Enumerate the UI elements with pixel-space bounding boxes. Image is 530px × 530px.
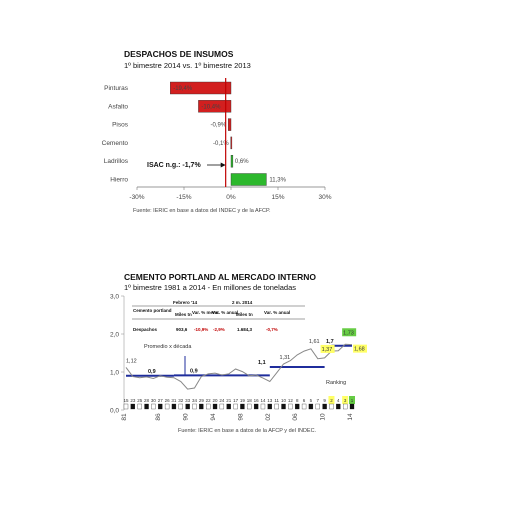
ranking-value: 24 bbox=[219, 398, 225, 403]
chart-2 bbox=[110, 272, 367, 434]
inset-cell-5: -0,7% bbox=[266, 327, 278, 332]
chart-2-inset-table bbox=[132, 300, 305, 332]
chart-2-x-ticks bbox=[121, 413, 354, 421]
chart-1-reference-arrowhead bbox=[221, 163, 226, 168]
ranking-value: 9 bbox=[323, 398, 326, 403]
ranking-tick-block bbox=[350, 404, 354, 409]
chart-2-y-ticks bbox=[110, 294, 124, 415]
inset-cell-4: 1.684,3 bbox=[237, 327, 253, 332]
ranking-value: 3 bbox=[343, 398, 347, 403]
ranking-tick-block bbox=[240, 404, 244, 409]
chart-1-subtitle: 1º bimestre 2014 vs. 1º bimestre 2013 bbox=[124, 61, 251, 70]
y-tick-label: 1,0 bbox=[109, 369, 119, 377]
bar-category-label: Pinturas bbox=[104, 85, 128, 92]
chart-2-annotation-ranking: Ranking bbox=[326, 380, 347, 386]
ranking-value: 30 bbox=[150, 398, 156, 403]
bar bbox=[231, 137, 232, 149]
ranking-tick-block bbox=[213, 404, 217, 409]
chart-2-title: CEMENTO PORTLAND AL MERCADO INTERNO bbox=[124, 272, 317, 282]
inset-cell-3: -2,9% bbox=[213, 327, 225, 332]
ranking-tick-block bbox=[138, 404, 142, 409]
x-tick-label: 86 bbox=[155, 413, 163, 421]
ranking-tick-block bbox=[323, 404, 327, 409]
inset-col-header-5: Miles tn bbox=[236, 312, 253, 317]
x-tick-label: 30% bbox=[318, 194, 332, 201]
ranking-value: 32 bbox=[178, 398, 184, 403]
bar-category-label: Asfalto bbox=[108, 103, 128, 111]
x-tick-label: 06 bbox=[292, 413, 300, 421]
point-label: 1,12 bbox=[126, 358, 137, 365]
ranking-tick-block bbox=[261, 404, 265, 409]
point-label: 1,68 bbox=[354, 346, 365, 353]
y-tick-label: 0,0 bbox=[109, 407, 119, 415]
y-tick-label: 2,0 bbox=[109, 331, 119, 339]
point-label: 1,73 bbox=[343, 330, 354, 337]
ranking-tick-block bbox=[268, 404, 272, 409]
ranking-tick-block bbox=[199, 404, 203, 409]
ranking-value: 7 bbox=[316, 398, 320, 403]
bar-value-label: -19,4% bbox=[173, 86, 193, 92]
chart-1 bbox=[102, 49, 332, 214]
ranking-value: 20 bbox=[212, 398, 218, 403]
average-label: 0,9 bbox=[148, 368, 156, 375]
chart-2-ranking-row bbox=[123, 396, 355, 409]
inset-col-header-6: Var. % anual bbox=[264, 310, 291, 315]
inset-cell-1: 903,6 bbox=[176, 327, 188, 332]
chart-1-x-ticks bbox=[129, 187, 331, 201]
bar-category-label: Ladrillos bbox=[103, 158, 128, 166]
x-tick-label: 10 bbox=[319, 413, 327, 421]
ranking-value: 18 bbox=[246, 398, 252, 403]
x-tick-label: 02 bbox=[264, 413, 272, 421]
inset-col-header-2: Miles tn bbox=[175, 312, 192, 317]
ranking-tick-block bbox=[206, 404, 210, 409]
ranking-value: 34 bbox=[191, 398, 197, 403]
average-label: 1,7 bbox=[326, 338, 334, 345]
inset-row-label: Despachos bbox=[133, 327, 158, 332]
inset-col-header-4: Var. % anual bbox=[212, 310, 239, 315]
ranking-value: 16 bbox=[253, 398, 259, 403]
x-tick-label: 0% bbox=[226, 194, 236, 201]
point-label: 1,61 bbox=[308, 338, 320, 345]
ranking-tick-block bbox=[295, 404, 299, 409]
ranking-tick-block bbox=[282, 404, 286, 409]
chart-2-subtitle: 1º bimestre 1981 a 2014 - En millones de toneladas bbox=[124, 283, 297, 292]
bar bbox=[231, 155, 233, 167]
ranking-value: 17 bbox=[233, 398, 239, 403]
ranking-tick-block bbox=[131, 404, 135, 409]
ranking-value: 8 bbox=[295, 398, 299, 403]
ranking-tick-block bbox=[309, 404, 313, 409]
bar-value-label: 11,3% bbox=[269, 177, 286, 184]
bar-value-label: 0,6% bbox=[234, 159, 249, 166]
ranking-tick-block bbox=[192, 404, 196, 409]
ranking-tick-block bbox=[220, 404, 224, 409]
x-tick-label: 14 bbox=[347, 413, 354, 421]
ranking-tick-block bbox=[227, 404, 231, 409]
ranking-value: 27 bbox=[157, 398, 163, 403]
ranking-tick-block bbox=[288, 404, 292, 409]
bar-value-label: -0,9% bbox=[210, 122, 227, 129]
ranking-tick-block bbox=[124, 404, 128, 409]
x-tick-label: -30% bbox=[129, 194, 145, 201]
bar-value-label: -0,1% bbox=[212, 140, 229, 147]
ranking-value: 11 bbox=[274, 398, 280, 403]
y-tick-label: 3,0 bbox=[109, 293, 119, 301]
ranking-value: 5 bbox=[309, 398, 313, 403]
x-tick-label: 81 bbox=[121, 413, 128, 421]
ranking-value: 29 bbox=[198, 398, 204, 403]
ranking-tick-block bbox=[172, 404, 176, 409]
chart-2-source: Fuente: IERIC en base a datos de la AFCP y del INDEC. bbox=[178, 428, 317, 434]
inset-group-header-1: Febrero '14 bbox=[173, 300, 198, 305]
point-label: 1,31 bbox=[279, 355, 291, 362]
ranking-tick-block bbox=[329, 404, 333, 409]
inset-cell-2: -10,9% bbox=[194, 327, 209, 332]
ranking-tick-block bbox=[275, 404, 279, 409]
ranking-value: 4 bbox=[337, 398, 340, 403]
ranking-value: 10 bbox=[281, 398, 287, 403]
ranking-tick-block bbox=[336, 404, 340, 409]
bar bbox=[228, 119, 231, 131]
chart-1-reference-label: ISAC n.g.: -1,7% bbox=[147, 162, 201, 169]
inset-group-header-2: 2 m. 2014 bbox=[232, 300, 253, 305]
ranking-tick-block bbox=[179, 404, 183, 409]
x-tick-label: 15% bbox=[271, 194, 285, 201]
ranking-tick-block bbox=[234, 404, 238, 409]
chart-1-source: Fuente: IERIC en base a datos del INDEC y de la AFCP. bbox=[133, 208, 271, 214]
ranking-value: 33 bbox=[185, 398, 191, 403]
ranking-value: 15 bbox=[123, 398, 129, 403]
bar-category-label: Hierro bbox=[110, 176, 128, 184]
ranking-value: 25 bbox=[137, 398, 143, 403]
ranking-tick-block bbox=[186, 404, 190, 409]
bar bbox=[231, 174, 266, 186]
ranking-value: 12 bbox=[287, 398, 293, 403]
ranking-tick-block bbox=[165, 404, 169, 409]
x-tick-label: -15% bbox=[176, 194, 192, 201]
ranking-tick-block bbox=[158, 404, 162, 409]
ranking-tick-block bbox=[247, 404, 251, 409]
ranking-value: 23 bbox=[130, 398, 136, 403]
ranking-value: 26 bbox=[164, 398, 170, 403]
ranking-tick-block bbox=[302, 404, 306, 409]
ranking-value: 6 bbox=[302, 398, 306, 403]
bar-value-label: -10,4% bbox=[201, 104, 221, 111]
point-label: 1,37 bbox=[321, 346, 333, 353]
bar-category-label: Pisos bbox=[112, 121, 128, 129]
inset-col-header-3: Var. % mens. bbox=[192, 310, 220, 315]
ranking-value: 14 bbox=[260, 398, 266, 403]
ranking-value: 31 bbox=[171, 398, 177, 403]
ranking-value: 21 bbox=[226, 398, 232, 403]
chart-1-bars bbox=[102, 82, 287, 186]
ranking-value: 19 bbox=[239, 398, 245, 403]
bar-category-label: Cemento bbox=[101, 139, 128, 147]
x-tick-label: 94 bbox=[210, 413, 218, 421]
average-label: 1,1 bbox=[258, 360, 266, 367]
ranking-value: 13 bbox=[267, 398, 273, 403]
ranking-tick-block bbox=[254, 404, 258, 409]
average-label: 0,9 bbox=[190, 368, 198, 375]
ranking-value: 2 bbox=[330, 398, 333, 403]
x-tick-label: 98 bbox=[237, 413, 245, 421]
ranking-value: 22 bbox=[205, 398, 211, 403]
chart-1-title: DESPACHOS DE INSUMOS bbox=[124, 49, 234, 59]
ranking-tick-block bbox=[343, 404, 347, 409]
chart-2-annotation-average: Promedio x década bbox=[144, 344, 192, 350]
inset-col-header-1: Cemento portland bbox=[133, 308, 172, 313]
ranking-value: 1 bbox=[350, 398, 354, 403]
ranking-tick-block bbox=[151, 404, 155, 409]
x-tick-label: 90 bbox=[182, 413, 190, 421]
ranking-tick-block bbox=[316, 404, 320, 409]
ranking-value: 28 bbox=[144, 398, 150, 403]
ranking-tick-block bbox=[145, 404, 149, 409]
